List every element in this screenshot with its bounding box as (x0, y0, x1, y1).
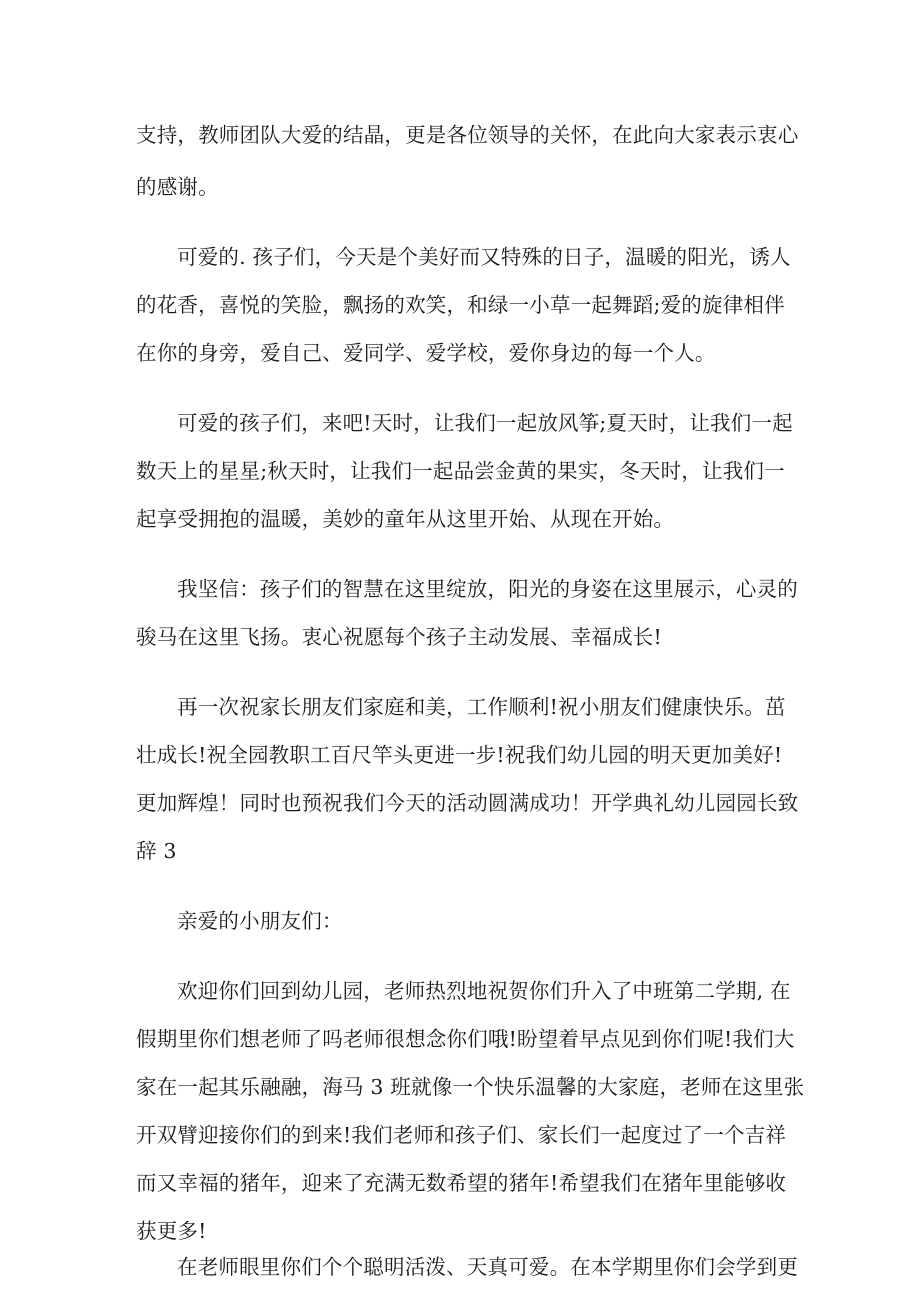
paragraph-7-line-4: 开双臂迎接你们的到来!我们老师和孩子们、家长们一起度过了一个吉祥 (136, 1123, 787, 1147)
paragraph-5-line-2: 壮成长!祝全园教职工百尺竿头更进一步!祝我们幼儿园的明天更加美好! (136, 743, 783, 767)
paragraph-3-line-1: 可爱的孩子们，来吧!天时，让我们一起放风筝;夏天时，让我们一起 (177, 411, 793, 435)
paragraph-2-line-1: 可爱的. 孩子们，今天是个美好而又特殊的日子，温暖的阳光，诱人 (177, 245, 791, 269)
paragraph-2-line-2: 的花香，喜悦的笑脸，飘扬的欢笑，和绿一小草一起舞蹈;爱的旋律相伴 (136, 293, 785, 317)
paragraph-4-line-2: 骏马在这里飞扬。衷心祝愿每个孩子主动发展、幸福成长! (136, 625, 662, 649)
greeting-line: 亲爱的小朋友们： (177, 909, 343, 933)
paragraph-3-line-3: 起享受拥抱的温暖，美妙的童年从这里开始、从现在开始。 (136, 507, 675, 531)
paragraph-2-line-3: 在你的身旁，爱自己、爱同学、爱学校，爱你身边的每一个人。 (136, 341, 716, 365)
paragraph-5-line-4: 辞 3 (136, 839, 177, 863)
paragraph-1-line-2: 的感谢。 (136, 175, 219, 199)
paragraph-1-line-1: 支持，教师团队大爱的结晶，更是各位领导的关怀，在此向大家表示衷心 (136, 123, 799, 147)
paragraph-7-line-5: 而又幸福的猪年，迎来了充满无数希望的猪年!希望我们在猪年里能够收 (136, 1171, 787, 1195)
paragraph-5-line-3: 更加辉煌！同时也预祝我们今天的活动圆满成功！开学典礼幼儿园园长致 (136, 791, 799, 815)
paragraph-8-line-1: 在老师眼里你们个个聪明活泼、天真可爱。在本学期里你们会学到更 (177, 1255, 798, 1279)
paragraph-3-line-2: 数天上的星星;秋天时，让我们一起品尝金黄的果实，冬天时，让我们一 (136, 459, 785, 483)
paragraph-5-line-1: 再一次祝家长朋友们家庭和美，工作顺利!祝小朋友们健康快乐。茁 (177, 695, 786, 719)
paragraph-7-line-3: 家在一起其乐融融，海马 3 班就像一个快乐温馨的大家庭，老师在这里张 (136, 1075, 805, 1099)
paragraph-4-line-1: 我坚信：孩子们的智慧在这里绽放，阳光的身姿在这里展示，心灵的 (177, 577, 798, 601)
paragraph-7-line-1: 欢迎你们回到幼儿园，老师热烈地祝贺你们升入了中班第二学期, 在 (177, 979, 791, 1003)
paragraph-7-line-2: 假期里你们想老师了吗老师很想念你们哦!盼望着早点见到你们呢!我们大 (136, 1027, 795, 1051)
paragraph-7-line-6: 获更多! (136, 1219, 207, 1243)
